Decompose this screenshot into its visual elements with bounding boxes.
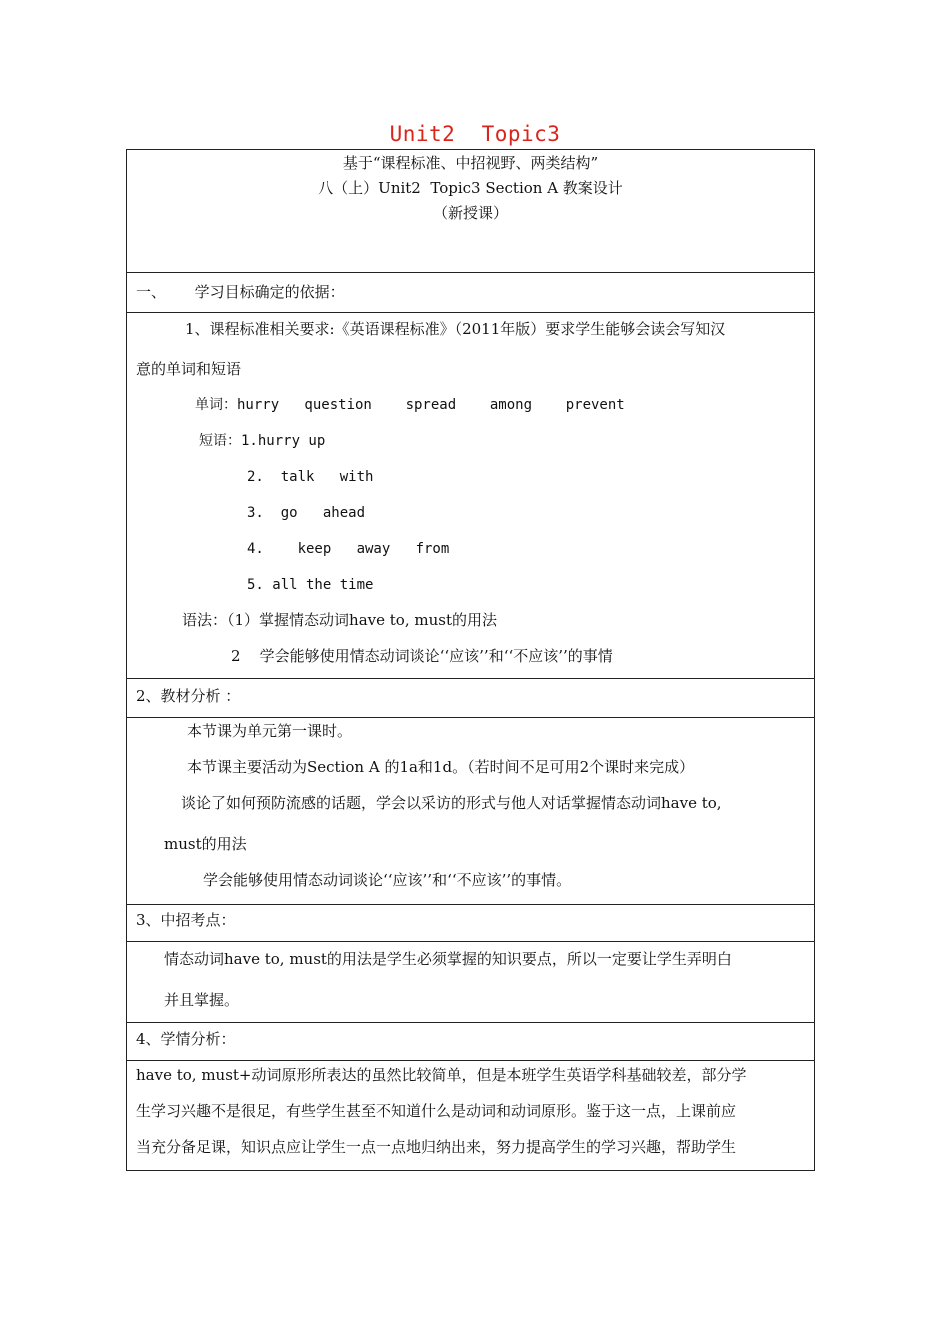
header-cell	[127, 150, 814, 272]
curriculum-requirement-line2: 意的单词和短语	[136, 360, 242, 378]
document-title: Unit2 Topic3	[389, 122, 561, 146]
section3-content-cell	[127, 941, 814, 1022]
phrase-1: 短语：1.hurry up	[199, 433, 326, 449]
grammar-point-2: 2 学会能够使用情态动词谈论‘‘应该’’和‘‘不应该’’的事情	[231, 647, 613, 665]
section1-content-cell	[127, 312, 814, 678]
textbook-analysis-p3: 谈论了如何预防流感的话题，学会以采访的形式与他人对话掌握情态动词have to,	[181, 794, 722, 812]
textbook-analysis-p4: 学会能够使用情态动词谈论‘‘应该’’和‘‘不应该’’的事情。	[203, 871, 572, 889]
section4-heading: 4、学情分析：	[136, 1030, 236, 1048]
section1-heading: 一、 学习目标确定的依据：	[136, 283, 345, 301]
section3-heading-cell	[127, 904, 814, 941]
phrase-3: 3. go ahead	[247, 505, 366, 521]
phrase-5: 5. all the time	[247, 577, 374, 593]
textbook-analysis-p1: 本节课为单元第一课时。	[187, 722, 353, 740]
textbook-analysis-p2: 本节课主要活动为Section A 的1a和1d。（若时间不足可用2个课时来完成）	[187, 758, 695, 776]
section4-content-cell	[127, 1060, 814, 1170]
section2-heading-cell	[127, 678, 814, 717]
student-analysis-p3: 当充分备足课，知识点应让学生一点一点地归纳出来，努力提高学生的学习兴趣，帮助学生	[136, 1138, 737, 1156]
student-analysis-p1: have to, must+动词原形所表达的虽然比较简单，但是本班学生英语学科基础较差，部分学	[136, 1066, 747, 1084]
student-analysis-p2: 生学习兴趣不是很足，有些学生甚至不知道什么是动词和动词原形。鉴于这一点，上课前应	[136, 1102, 737, 1120]
header-line-3: （新授课）	[432, 204, 508, 222]
textbook-analysis-p3b: must的用法	[164, 835, 247, 853]
header-line-1: 基于“课程标准、中招视野、两类结构”	[342, 154, 599, 172]
phrase-2: 2. talk with	[247, 469, 374, 485]
section3-heading: 3、中招考点：	[136, 911, 236, 929]
section2-content-cell	[127, 717, 814, 904]
header-line-2: 八（上）Unit2 Topic3 Section A 教案设计	[318, 179, 623, 197]
curriculum-requirement-line1: 1、课程标准相关要求:《英语课程标准》（2011年版）要求学生能够会读会写知汉	[185, 320, 726, 338]
section2-heading: 2、教材分析 ：	[136, 687, 241, 705]
grammar-point-1: 语法：（1）掌握情态动词have to, must的用法	[182, 611, 497, 629]
exam-point-p1: 情态动词have to, must的用法是学生必须掌握的知识要点，所以一定要让学生弄明白	[164, 950, 732, 968]
phrase-4: 4. keep away from	[247, 541, 450, 557]
section1-heading-cell	[127, 272, 814, 312]
section4-heading-cell	[127, 1022, 814, 1060]
exam-point-p2: 并且掌握。	[164, 991, 240, 1009]
vocabulary-words: 单词：hurry question spread among prevent	[195, 397, 625, 413]
lesson-plan-table	[126, 149, 815, 1171]
